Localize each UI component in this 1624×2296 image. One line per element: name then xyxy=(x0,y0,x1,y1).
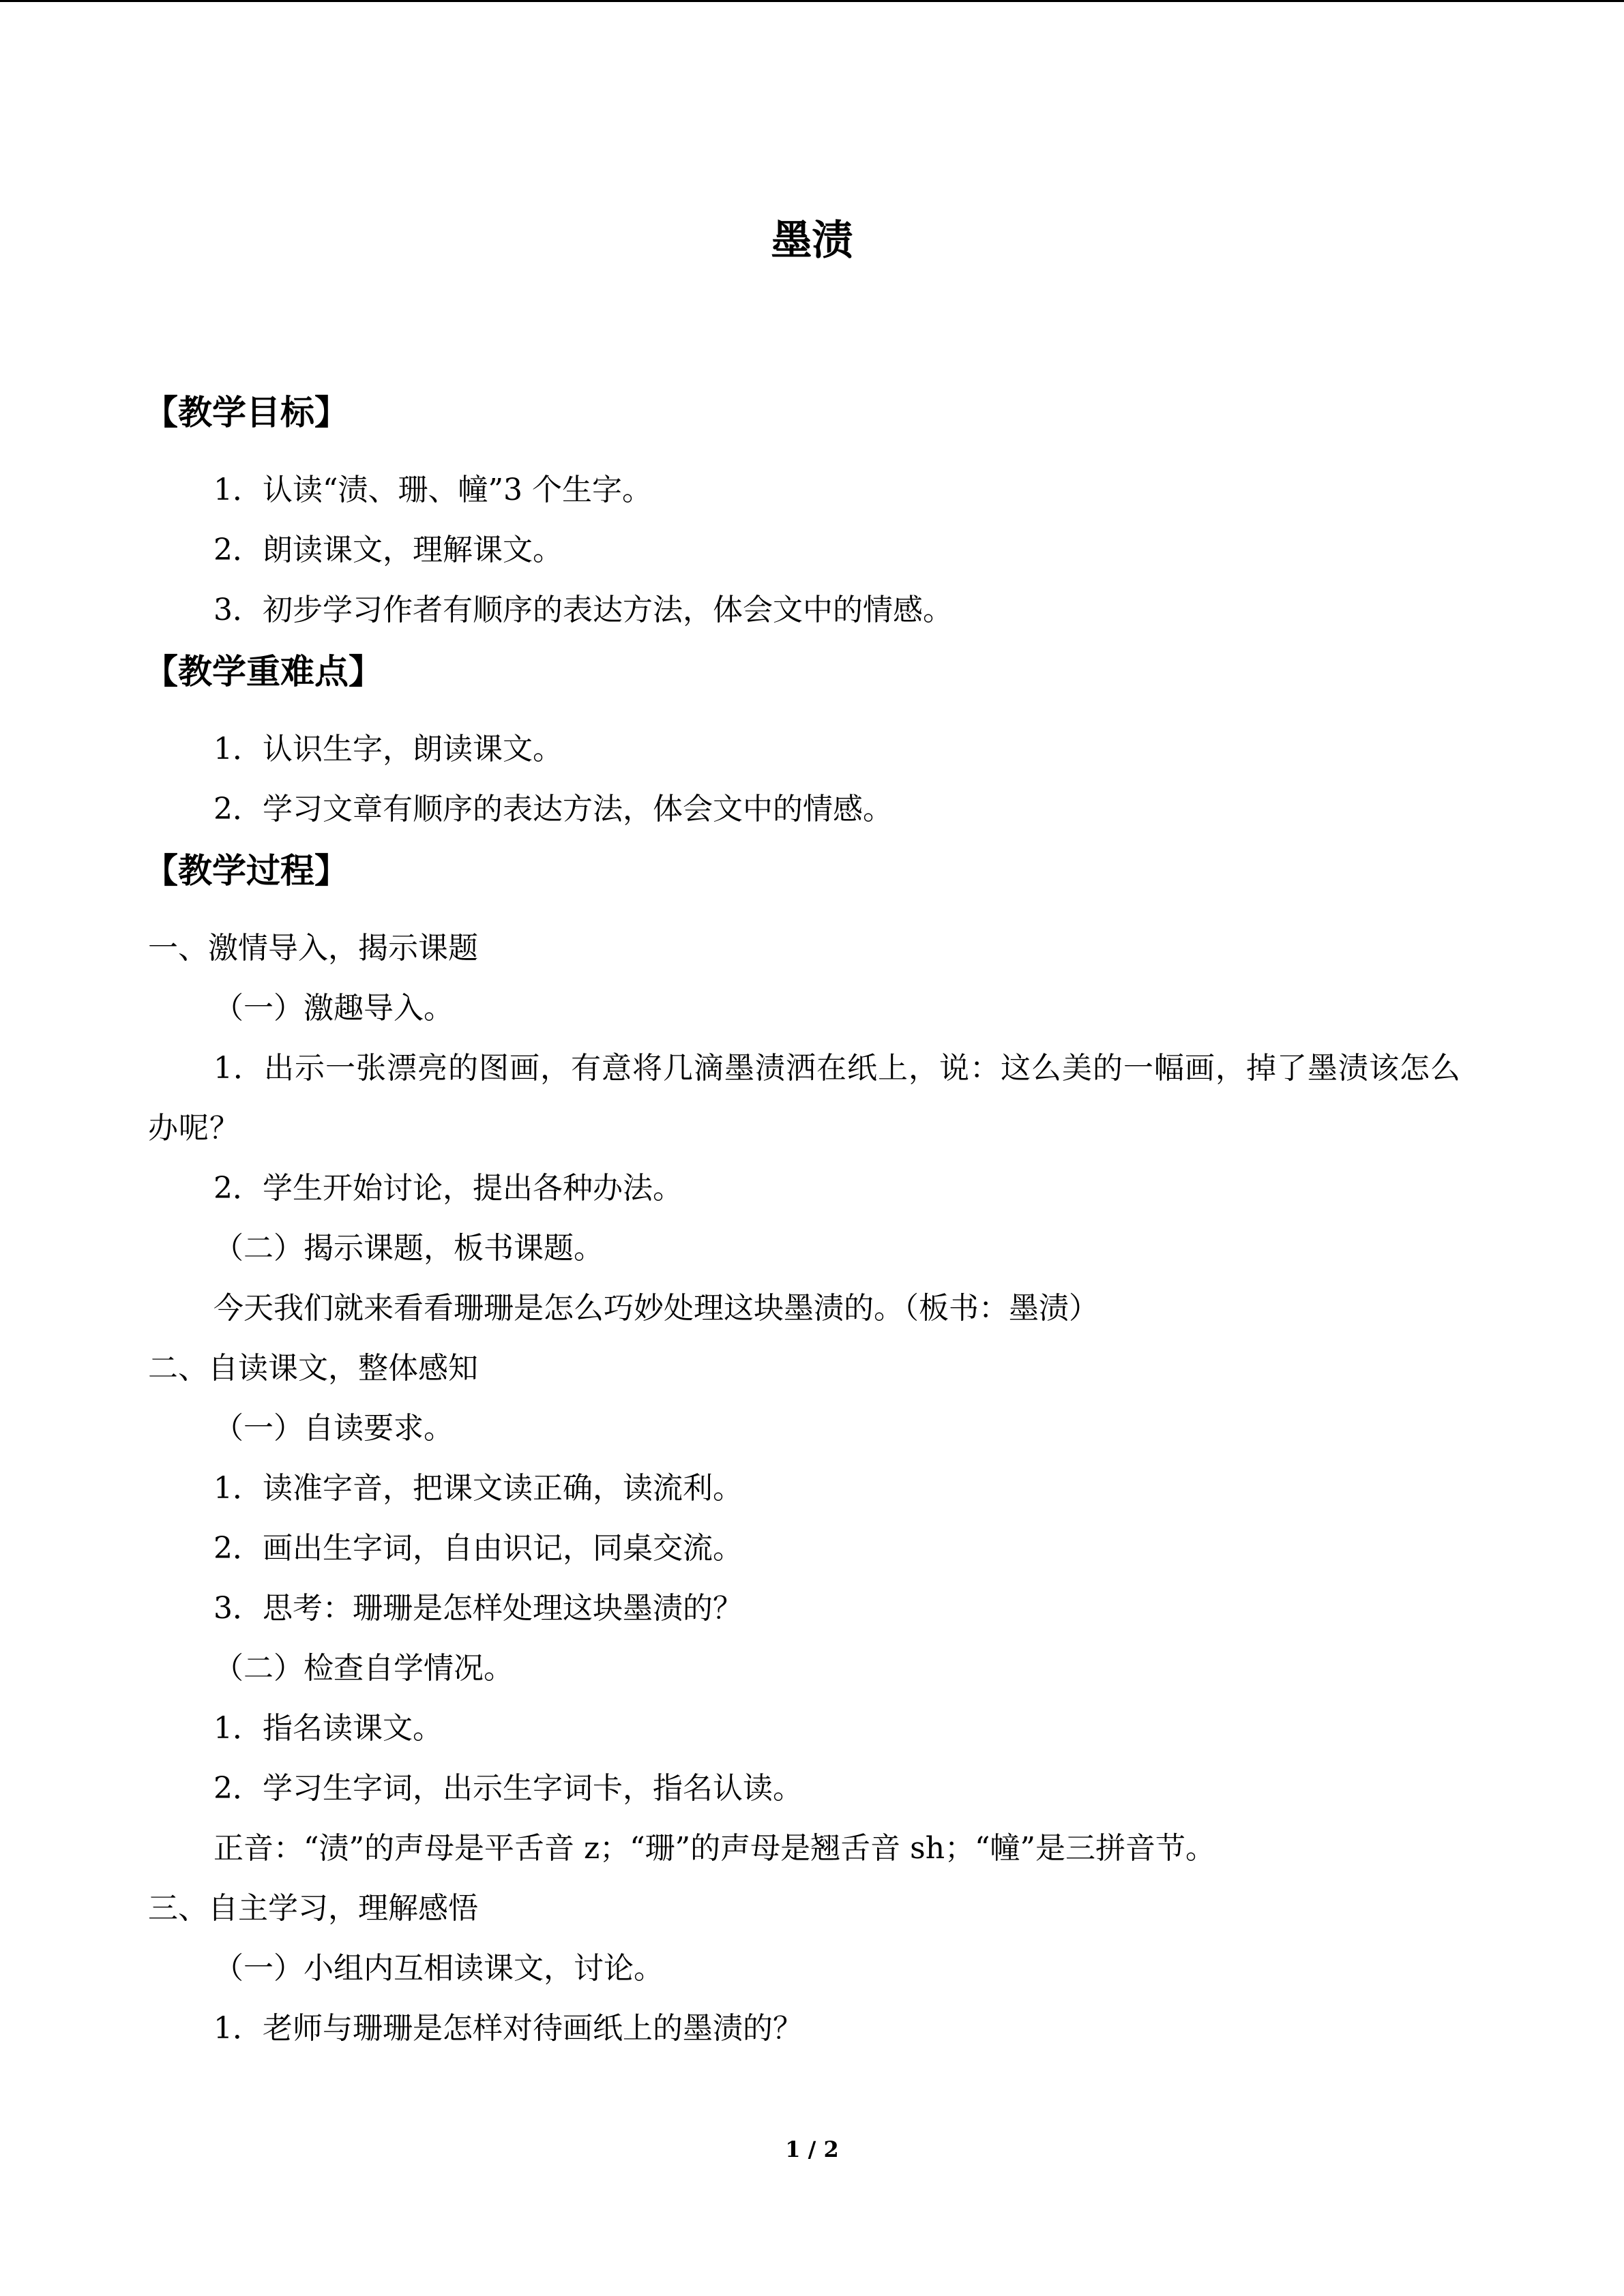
process-subsection: （一）激趣导入。 xyxy=(213,991,454,1026)
process-subsection: （二）检查自学情况。 xyxy=(213,1651,514,1686)
key-point-item: 1．认识生字，朗读课文。 xyxy=(213,732,563,766)
section-heading-goals: 【教学目标】 xyxy=(144,393,349,432)
goal-item: 2．朗读课文，理解课文。 xyxy=(213,533,563,567)
process-item: 2．学生开始讨论，提出各种办法。 xyxy=(213,1171,683,1206)
process-item: 3．思考：珊珊是怎样处理这块墨渍的？ xyxy=(213,1591,743,1626)
process-subsection: （一）小组内互相读课文，讨论。 xyxy=(213,1951,664,1986)
process-item: 1．老师与珊珊是怎样对待画纸上的墨渍的？ xyxy=(213,2011,803,2046)
process-item: 2．画出生字词，自由识记，同桌交流。 xyxy=(213,1531,743,1566)
key-point-item: 2．学习文章有顺序的表达方法，体会文中的情感。 xyxy=(213,792,893,826)
process-item: 1．指名读课文。 xyxy=(213,1711,443,1746)
process-subsection: （一）自读要求。 xyxy=(213,1411,454,1446)
process-item: 2．学习生字词，出示生字词卡，指名认读。 xyxy=(213,1771,803,1806)
process-item: 1．读准字音，把课文读正确，读流利。 xyxy=(213,1471,743,1506)
page-number: 1 / 2 xyxy=(785,2136,839,2162)
goal-item: 1．认读“渍、珊、幢”3 个生字。 xyxy=(213,473,652,507)
process-part-title: 二、自读课文，整体感知 xyxy=(148,1351,478,1386)
process-text: 今天我们就来看看珊珊是怎么巧妙处理这块墨渍的。（板书：墨渍） xyxy=(213,1291,1099,1326)
section-heading-process: 【教学过程】 xyxy=(144,851,349,891)
process-body xyxy=(148,919,1481,2059)
process-part-title: 一、激情导入，揭示课题 xyxy=(148,931,478,966)
goal-item: 3．初步学习作者有顺序的表达方法，体会文中的情感。 xyxy=(213,593,953,627)
process-item: 1．出示一张漂亮的图画，有意将几滴墨渍洒在纸上，说：这么美的一幅画，掉了墨渍该怎么办呢？ xyxy=(148,1051,1461,1146)
top-border-line xyxy=(0,0,1624,2)
process-part-title: 三、自主学习，理解感悟 xyxy=(148,1891,478,1926)
document-body xyxy=(144,385,1481,2063)
process-text: 正音：“渍”的声母是平舌音 z；“珊”的声母是翘舌音 sh；“幢”是三拼音节。 xyxy=(213,1831,1216,1866)
section-heading-key-points: 【教学重难点】 xyxy=(144,652,383,691)
goals-list xyxy=(148,460,1481,640)
process-subsection: （二）揭示课题，板书课题。 xyxy=(213,1231,604,1266)
document-title: 墨渍 xyxy=(771,217,853,265)
key-points-list xyxy=(148,719,1481,839)
